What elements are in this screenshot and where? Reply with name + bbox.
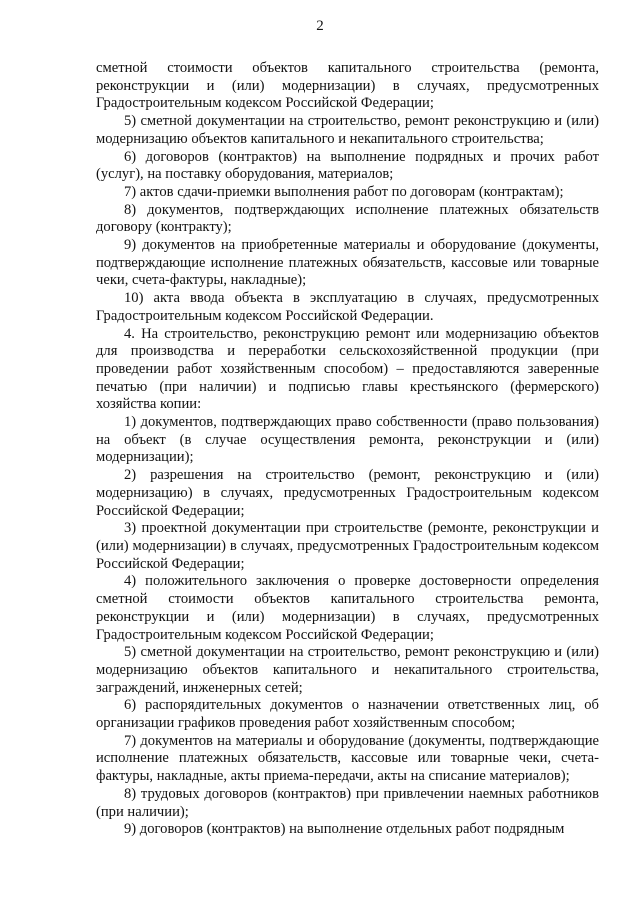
paragraph-item-9-materials-docs: 9) документов на приобретенные материалы и оборудование (документы, подтверждающие исполнение платежных обязательств, кассовые или товарные чеки, счета-фактуры, накладные); <box>96 237 599 289</box>
paragraph-s4-item-1: 1) документов, подтверждающих право собственности (право пользования) на объект (в случае осуществления ремонта, реконструкции и (или) модернизации); <box>96 414 599 466</box>
page-number: 2 <box>316 18 324 34</box>
paragraph-s4-item-2: 2) разрешения на строительство (ремонт, реконструкцию и (или) модернизацию) в случаях, предусмотренных Градостроительным кодексом Российской Федерации; <box>96 467 599 519</box>
paragraph-s4-item-9: 9) договоров (контрактов) на выполнение отдельных работ подрядным <box>124 821 565 838</box>
paragraph-s4-item-3: 3) проектной документации при строительстве (ремонте, реконструкции и (или) модернизации) в случаях, предусмотренных Градостроительным кодексом Российской Федерации; <box>96 520 599 572</box>
paragraph-item-5-estimate-docs: 5) сметной документации на строительство, ремонт реконструкцию и (или) модернизацию объектов капитального и некапитального строительства; <box>96 113 599 147</box>
paragraph-s4-item-7: 7) документов на материалы и оборудование (документы, подтверждающие исполнение платежных обязательств, кассовые или товарные чеки, счета-фактуры, накладные, акты приема-передачи, акты на списание материалов); <box>96 732 599 785</box>
paragraph-continuation: сметной стоимости объектов капитального строительства (ремонта, реконструкции и (или) модернизации) в случаях, предусмотренных Градостроительным кодексом Российской Федерации; <box>96 60 599 112</box>
paragraph-section-4: 4. На строительство, реконструкцию ремонт или модернизацию объектов для производства и переработки сельскохозяйственной продукции (при проведении работ хозяйственным способом) – предоставляются заверенные печатью (при наличии) и подписью главы крестьянского (фермерского) хозяйства копии: <box>96 325 599 413</box>
paragraph-s4-item-6: 6) распорядительных документов о назначении ответственных лиц, об организации графиков проведения работ хозяйственным способом; <box>96 697 599 732</box>
paragraph-s4-item-8: 8) трудовых договоров (контрактов) при привлечении наемных работников (при наличии); <box>96 785 599 820</box>
paragraph-item-6-contracts: 6) договоров (контрактов) на выполнение подрядных и прочих работ (услуг), на поставку оборудования, материалов; <box>96 148 599 183</box>
paragraph-s4-item-4: 4) положительного заключения о проверке достоверности определения сметной стоимости объектов капитального строительства ремонта, реконструкции и (или) модернизации) в случаях, предусмотренных Градостроительным кодексом Российской Федерации; <box>96 573 599 643</box>
paragraph-item-10-commissioning-act: 10) акта ввода объекта в эксплуатацию в случаях, предусмотренных Градостроительным кодексом Российской Федерации. <box>96 290 599 324</box>
paragraph-item-8-payment-docs: 8) документов, подтверждающих исполнение платежных обязательств договору (контракту); <box>96 201 599 236</box>
document-body <box>96 60 599 839</box>
paragraph-item-7-acceptance-acts: 7) актов сдачи-приемки выполнения работ по договорам (контрактам); <box>124 183 564 200</box>
paragraph-s4-item-5: 5) сметной документации на строительство, ремонт реконструкцию и (или) модернизацию объектов капитального и некапитального строительства, заграждений, инженерных сетей; <box>96 644 599 696</box>
